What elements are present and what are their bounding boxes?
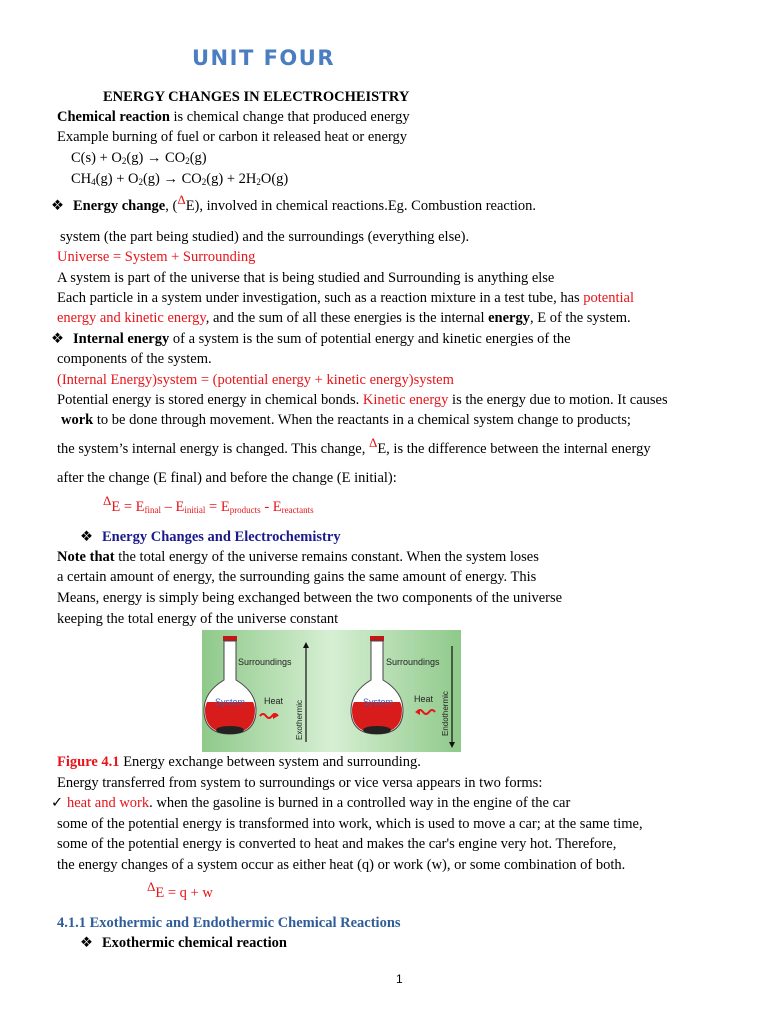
intro-line	[57, 109, 410, 126]
chapter-heading: ENERGY CHANGES IN ELECTROCHEISTRY	[103, 89, 410, 105]
change-line: the system’s internal energy is changed. This change, ΔE, is the difference between the internal energy	[57, 435, 651, 457]
energy-change-item: ❖ Energy change, (ΔE), involved in chemical reactions.Eg. Combustion reaction.	[51, 192, 537, 214]
delta-e-equation: $\Delta E = E_{final} - E_{initial} = E_{products} - E_{reactants}$	[103, 493, 314, 515]
gasoline-line-2: some of the potential energy is converted to heat and makes the car's engine very hot. Therefore,	[57, 836, 617, 852]
exothermic-item: ❖ Exothermic chemical reaction	[80, 935, 287, 951]
internal-energy-equation: (Internal Energy)system = (potential energy + kinetic energy)system	[57, 372, 454, 388]
diamond-bullet-icon: ❖	[51, 198, 64, 214]
delta-symbol: Δ	[103, 493, 112, 508]
particle-line-1: Each particle in a system under investigation, such as a reaction mixture in a test tube, has potential	[57, 290, 635, 306]
surroundings-label-right: Surroundings	[386, 657, 440, 667]
note-line-2: a certain amount of energy, the surrounding gains the same amount of energy. This	[57, 569, 537, 585]
subheading-energy-changes: ❖ Energy Changes and Electrochemistry	[80, 529, 341, 545]
q-plus-w-equation: ΔE = q + w	[147, 879, 213, 901]
note-line-4: keeping the total energy of the universe constant	[57, 611, 339, 627]
note-line-1: Note that the total energy of the universe remains constant. When the system loses	[57, 549, 539, 565]
heat-work-item: ✓ heat and work. when the gasoline is burned in a controlled way in the engine of the car	[51, 795, 571, 811]
diamond-bullet-icon: ❖	[51, 331, 64, 347]
potential-line-1: Potential energy is stored energy in chemical bonds. Kinetic energy is the energy due to motion. It causes	[57, 392, 668, 408]
heat-label-right: Heat	[414, 694, 434, 704]
internal-energy-item: ❖ Internal energy of a system is the sum of potential energy and kinetic energies of the	[51, 331, 571, 347]
figure-caption: Figure 4.1 Energy exchange between system and surrounding.	[57, 754, 421, 770]
note-line-3: Means, energy is simply being exchanged between the two components of the universe	[57, 590, 563, 606]
gasoline-line-1: some of the potential energy is transformed into work, which is used to move a car; at the same time,	[57, 816, 643, 832]
internal-energy-cont: components of the system.	[57, 351, 212, 367]
unit-title: UNIT FOUR	[192, 46, 335, 70]
exothermic-label: Exothermic	[295, 699, 304, 740]
forms-line: Energy transferred from system to surroundings or vice versa appears in two forms:	[57, 775, 543, 791]
system-label-left: System	[215, 697, 246, 707]
checkmark-icon: ✓	[51, 795, 64, 811]
delta-symbol: Δ	[368, 435, 378, 450]
universe-equation: Universe = System + Surrounding	[57, 249, 256, 265]
heat-label-left: Heat	[264, 696, 284, 706]
energy-exchange-figure	[202, 630, 461, 752]
chemical-reaction-term: Chemical reaction	[57, 109, 170, 125]
surroundings-label-left: Surroundings	[238, 657, 292, 667]
equation-methane: $CH_4(g) + O_2(g) \to CO_2(g) + 2H_2O(g)$	[71, 171, 289, 187]
endothermic-label: Endothermic	[441, 691, 450, 736]
diamond-bullet-icon: ❖	[80, 935, 93, 951]
intro-rest: is chemical change that produced energy	[169, 109, 410, 125]
diamond-bullet-icon: ❖	[80, 529, 93, 545]
particle-line-2: energy and kinetic energy, and the sum of all these energies is the internal energy, E of the system.	[57, 310, 631, 326]
page-number: 1	[396, 972, 403, 986]
gasoline-line-3: the energy changes of a system occur as either heat (q) or work (w), or some combination of both.	[57, 857, 626, 873]
delta-symbol: Δ	[147, 879, 156, 894]
equation-carbon: $C(s) + O_2(g) \to CO_2(g)$	[71, 150, 207, 166]
delta-symbol: Δ	[177, 192, 186, 207]
section-heading: 4.1.1 Exothermic and Endothermic Chemical Reactions	[57, 915, 401, 931]
potential-line-2: work to be done through movement. When the reactants in a chemical system change to products;	[61, 412, 631, 428]
system-definition: A system is part of the universe that is being studied and Surrounding is anything else	[57, 270, 555, 286]
system-label-right: System	[363, 697, 394, 707]
system-line: system (the part being studied) and the surroundings (everything else).	[60, 229, 470, 245]
example-line: Example burning of fuel or carbon it released heat or energy	[57, 129, 408, 145]
after-line: after the change (E final) and before the change (E initial):	[57, 470, 397, 486]
